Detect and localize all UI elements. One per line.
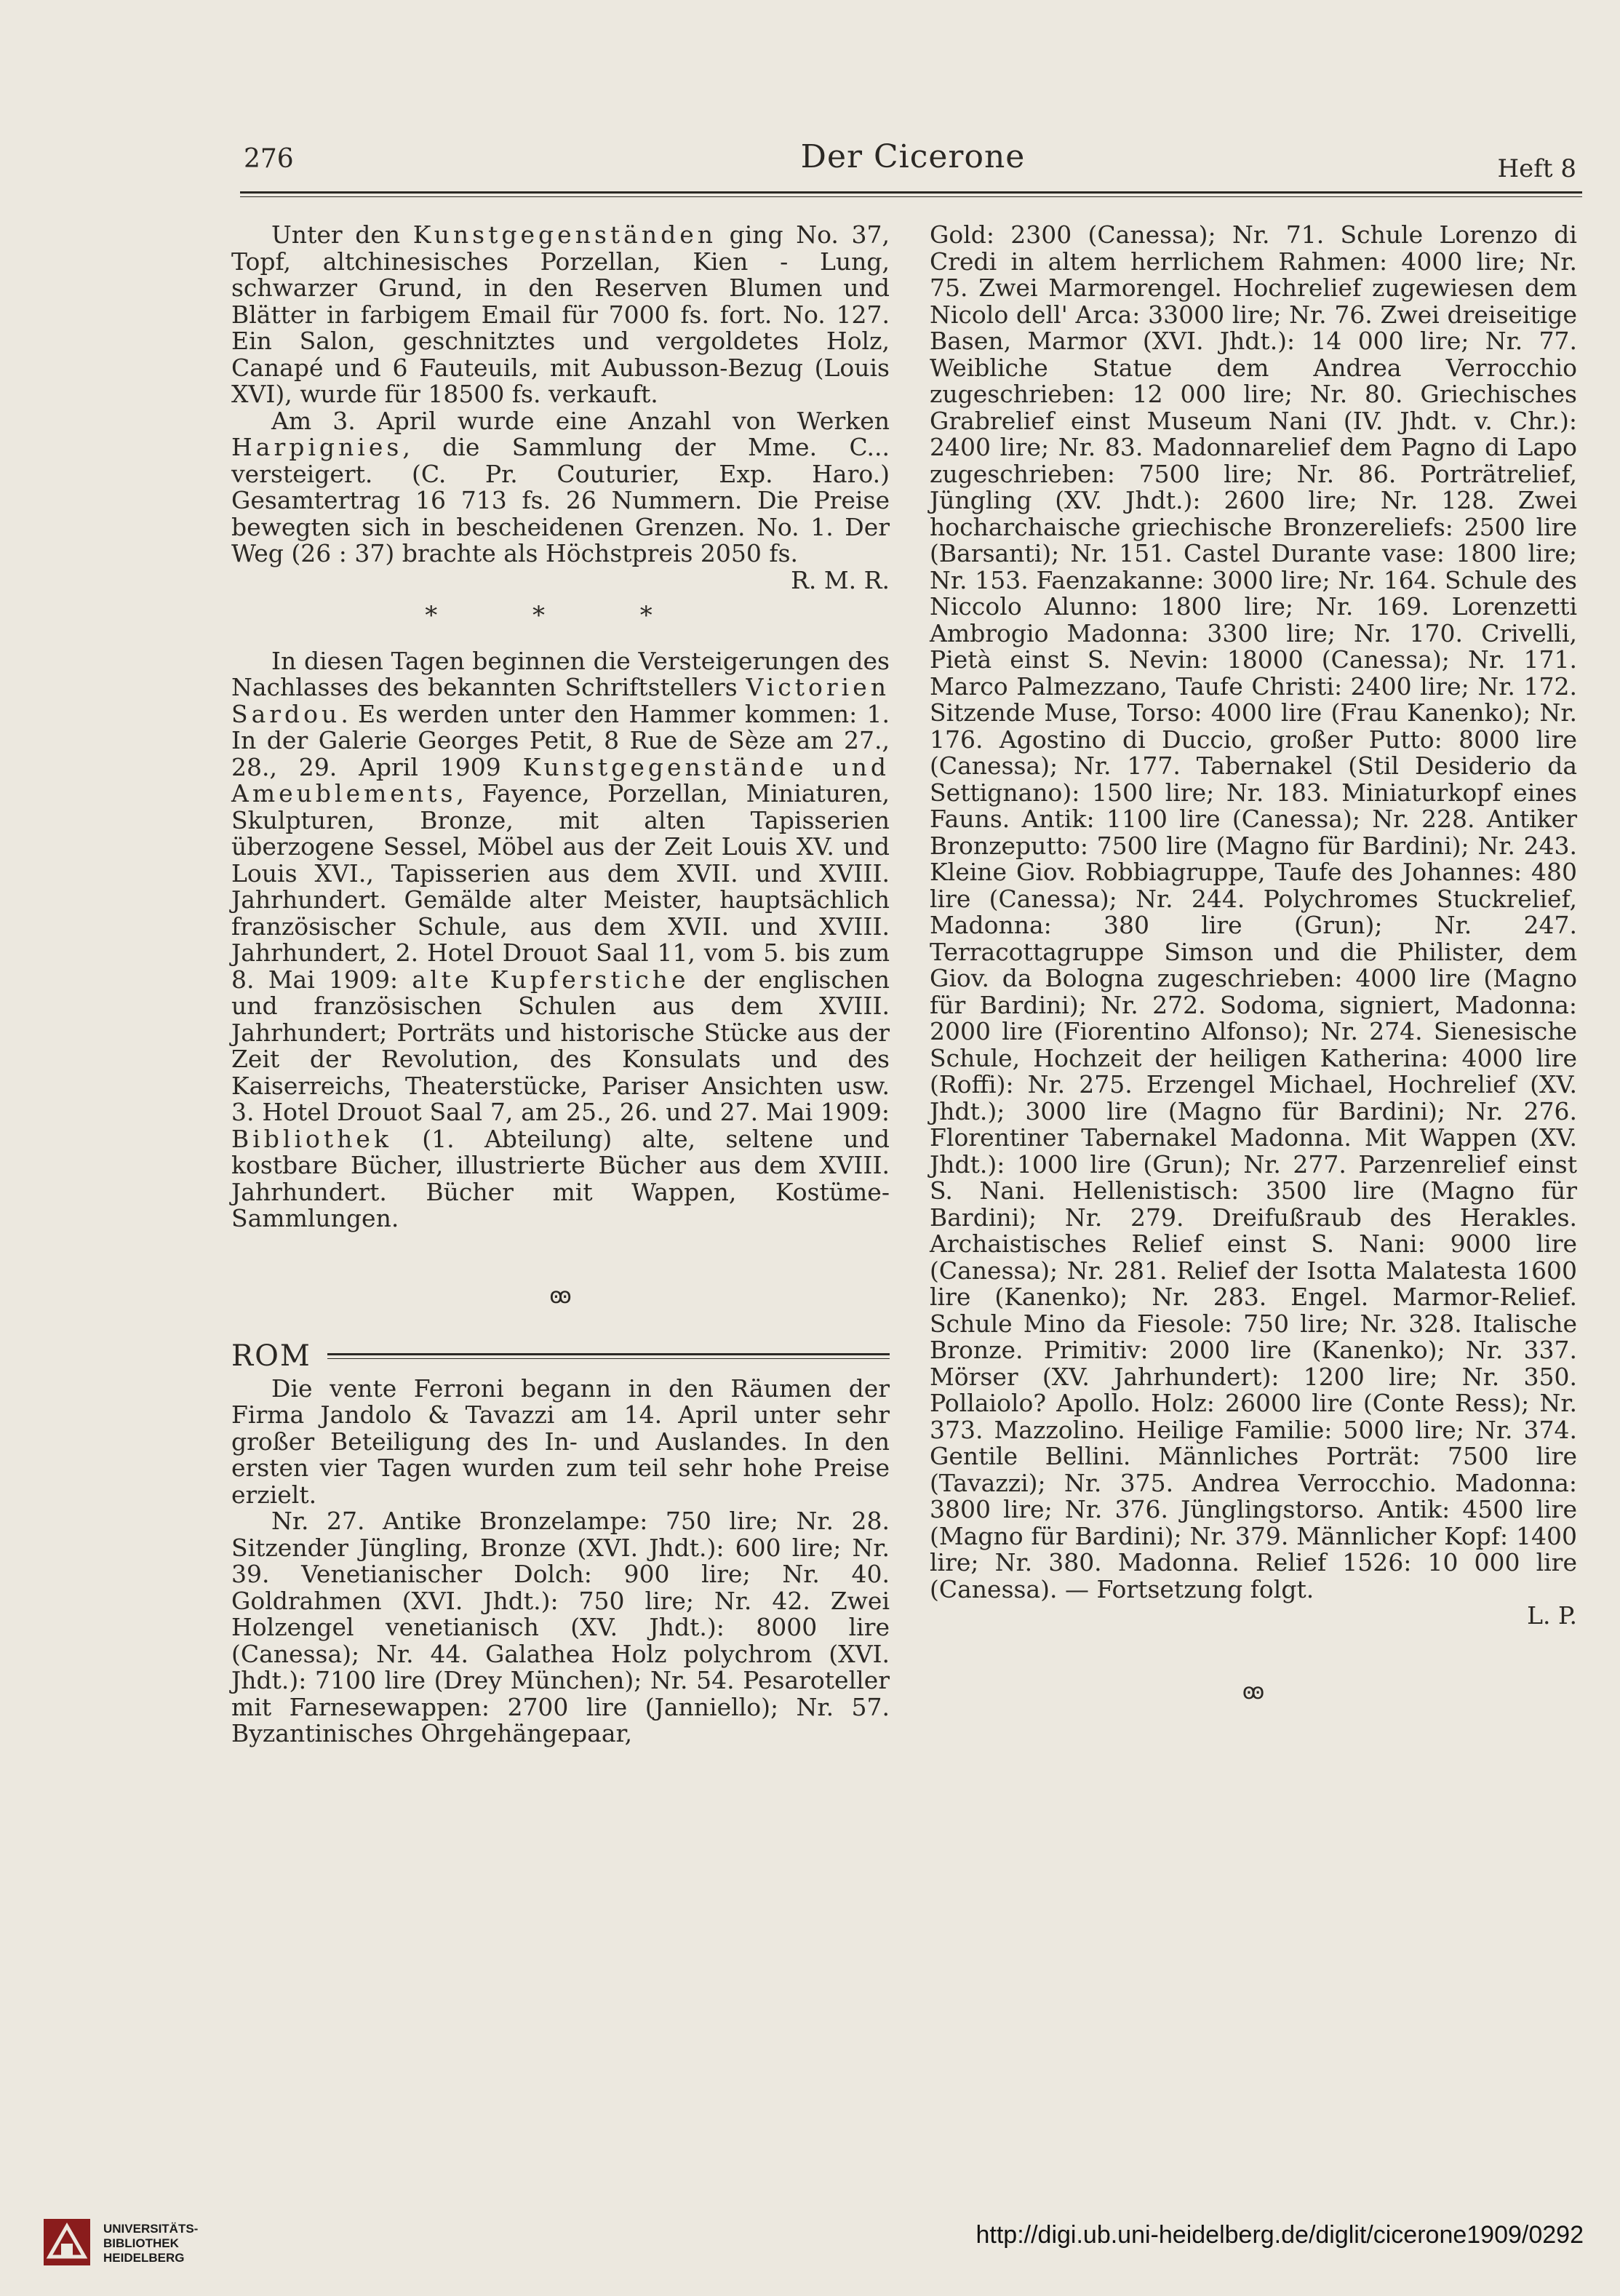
- paragraph-harpignies: Am 3. April wurde eine Anzahl von Werken Harpignies, die Sammlung der Mme. C... versteigert. (C. Pr. Couturier, Exp. Haro.) Gesamtertrag 16 713 fs. 26 Nummern. Die Preise bewegten sich in bescheidenen Grenzen. No. 1. Der Weg (26 : 37) brachte als Höchstpreis 2050 fs.: [231, 406, 890, 567]
- paragraph-kunstgegenstaende: Unter den Kunstgegenständen ging No. 37, Topf, altchinesisches Porzellan, Kien - Lung, schwarzer Grund, in den Reserven Blumen und Blätter in farbigem Email für 7000 fs. fort. No. 127. Ein Salon, geschnitztes und vergoldetes Holz, Canapé und 6 Fauteuils, mit Aubusson-Bezug (Louis XVI), wurde für 18500 fs. verkauft.: [231, 220, 890, 408]
- signature-lp: L. P.: [1527, 1601, 1577, 1630]
- page-number: 276: [244, 144, 294, 174]
- signature-rmr: R. M. R.: [791, 565, 890, 594]
- left-column: [231, 222, 890, 1747]
- ornament-icon: ꙭ: [549, 1283, 572, 1309]
- library-name: UNIVERSITÄTS- BIBLIOTHEK HEIDELBERG: [103, 2222, 199, 2265]
- section-rule: [327, 1353, 890, 1359]
- paragraph-vente-ferroni: Die vente Ferroni begann in den Räumen der Firma Jandolo & Tavazzi am 14. April unter sehr großer Beteiligung des In- und Auslandes. In den ersten vier Tagen wurden zum teil sehr hohe Preise erzielt.: [231, 1374, 890, 1509]
- page-header: [244, 138, 1582, 195]
- ornament-icon: ꙭ: [1242, 1678, 1265, 1705]
- issue-label: Heft 8: [1497, 154, 1576, 183]
- paragraph-prices-list: Nr. 27. Antike Bronzelampe: 750 lire; Nr. 28. Sitzender Jüngling, Bronze (XVI. Jhdt.): 600 lire; Nr. 39. Venetianischer Dolch: 900 lire; Nr. 40. Goldrahmen (XVI. Jhdt.): 750 lire; Nr. 42. Zwei Holzengel venetianisch (XV. Jhdt.): 8000 lire (Canessa); Nr. 44. Galathea Holz polychrom (XVI. Jhdt.): 7100 lire (Drey München); Nr. 54. Pesaroteller mit Farnesewappen: 2700 lire (Janniello); Nr. 57. Byzantinisches Ohrgehängepaar,: [231, 1507, 890, 1747]
- section-title: ROM: [231, 1339, 311, 1373]
- journal-title: Der Cicerone: [800, 138, 1026, 175]
- header-rule: [240, 191, 1582, 194]
- paragraph-sardou: In diesen Tagen beginnen die Versteigerungen des Nachlasses des bekannten Schriftstellers Victorien Sardou. Es werden unter den Hammer kommen: 1. In der Galerie Georges Petit, 8 Rue de Sèze am 27., 28., 29. April 1909 Kunstgegenstände und Ameublements, Fayence, Porzellan, Miniaturen, Skulpturen, Bronze, mit alten Tapisserien überzogene Sessel, Möbel aus der Zeit Louis XV. und Louis XVI., Tapisserien aus dem XVII. und XVIII. Jahrhundert. Gemälde alter Meister, hauptsächlich französischer Schule, aus dem XVII. und XVIII. Jahrhundert, 2. Hotel Drouot Saal 11, vom 5. bis zum 8. Mai 1909: alte Kupferstiche der englischen und französischen Schulen aus dem XVIII. Jahrhundert; Porträts und historische Stücke aus der Zeit der Revolution, des Konsulats und des Kaiserreichs, Theaterstücke, Pariser Ansichten usw. 3. Hotel Drouot Saal 7, am 25., 26. und 27. Mai 1909: Bibliothek (1. Abteilung) alte, seltene und kostbare Bücher, illustrierte Bücher aus dem XVIII. Jahrhundert. Bücher mit Wappen, Kostüme-Sammlungen.: [231, 646, 890, 1232]
- source-url-link[interactable]: http://digi.ub.uni-heidelberg.de/diglit/cicerone1909/0292: [975, 2221, 1584, 2249]
- section-divider-stars: * * *: [425, 601, 696, 630]
- section-heading-rom: [231, 1339, 890, 1373]
- right-column: [930, 222, 1577, 1705]
- paragraph-prices-continued: Gold: 2300 (Canessa); Nr. 71. Schule Lorenzo di Credi in altem herrlichem Rahmen: 4000 lire; Nr. 75. Zwei Marmorengel. Hochrelief zugewiesen dem Nicolo dell' Arca: 33000 lire; Nr. 76. Zwei dreiseitige Basen, Marmor (XVI. Jhdt.): 14 000 lire; Nr. 77. Weibliche Statue dem Andrea Verrocchio zugeschrieben: 12 000 lire; Nr. 80. Griechisches Grabrelief einst Museum Nani (IV. Jhdt. v. Chr.): 2400 lire; Nr. 83. Madonnarelief dem Pagno di Lapo zugeschrieben: 7500 lire; Nr. 86. Porträtrelief, Jüngling (XV. Jhdt.): 2600 lire; Nr. 128. Zwei hocharchaische griechische Bronzereliefs: 2500 lire (Barsanti); Nr. 151. Castel Durante vase: 1800 lire; Nr. 153. Faenzakanne: 3000 lire; Nr. 164. Schule des Niccolo Alunno: 1800 lire; Nr. 169. Lorenzetti Ambrogio Madonna: 3300 lire; Nr. 170. Crivelli, Pietà einst S. Nevin: 18000 (Canessa); Nr. 171. Marco Palmezzano, Taufe Christi: 2400 lire; Nr. 172. Sitzende Muse, Torso: 4000 lire (Frau Kanenko); Nr. 176. Agostino di Duccio, großer Putto: 8000 lire (Canessa); Nr. 177. Tabernakel (Stil Desiderio da Settignano): 1500 lire; Nr. 183. Miniaturkopf eines Fauns. Antik: 1100 lire (Canessa); Nr. 228. Antiker Bronzeputto: 7500 lire (Magno für Bardini); Nr. 243. Kleine Giov. Robbiagruppe, Taufe des Johannes: 480 lire (Canessa); Nr. 244. Polychromes Stuckrelief, Madonna: 380 lire (Grun); Nr. 247. Terracottagruppe Simson und die Philister, dem Giov. da Bologna zugeschrieben: 4000 lire (Magno für Bardini); Nr. 272. Sodoma, signiert, Madonna: 2000 lire (Fiorentino Alfonso); Nr. 274. Sienesische Schule, Hochzeit der heiligen Katherina: 4000 lire (Roffi): Nr. 275. Erzengel Michael, Hochrelief (XV. Jhdt.); 3000 lire (Magno für Bardini); Nr. 276. Florentiner Tabernakel Madonna. Mit Wappen (XV. Jhdt.): 1000 lire (Grun); Nr. 277. Parzenrelief einst S. Nani. Hellenistisch: 3500 lire (Magno für Bardini); Nr. 279. Dreifußraub des Herakles. Archaistisches Relief einst S. Nani: 9000 lire (Canessa); Nr. 281. Relief der Isotta Malatesta 1600 lire (Kanenko); Nr. 283. Engel. Marmor-Relief. Schule Mino da Fiesole: 750 lire; Nr. 328. Italische Bronze. Primitiv: 2000 lire (Kanenko); Nr. 337. Mörser (XV. Jahrhundert): 1200 lire; Nr. 350. Pollaiolo? Apollo. Holz: 26000 lire (Conte Ress); Nr. 373. Mazzolino. Heilige Familie: 5000 lire; Nr. 374. Gentile Bellini. Männliches Porträt: 7500 lire (Tavazzi); Nr. 375. Andrea Verrocchio. Madonna: 3800 lire; Nr. 376. Jünglingstorso. Antik: 4500 lire (Magno für Bardini); Nr. 379. Männlicher Kopf: 1400 lire; Nr. 380. Madonna. Relief 1526: 10 000 lire (Canessa). — Fortsetzung folgt.: [930, 220, 1577, 1603]
- university-seal-icon: [44, 2219, 90, 2265]
- library-logo[interactable]: [44, 2219, 247, 2270]
- header-rule-thin: [240, 196, 1582, 197]
